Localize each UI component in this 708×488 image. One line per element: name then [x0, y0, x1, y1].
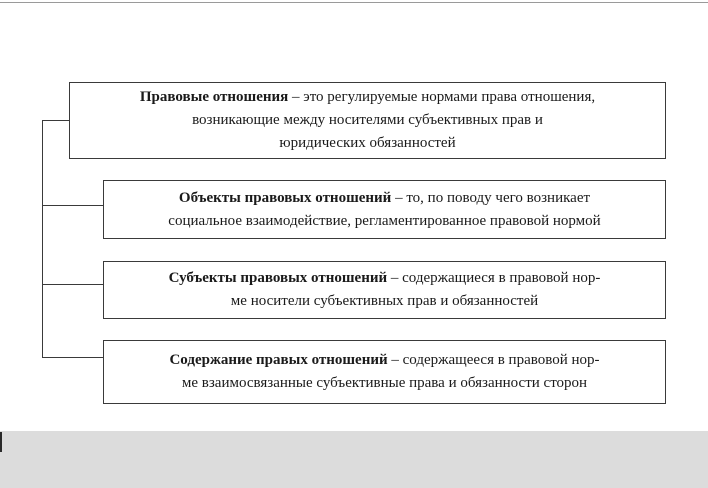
root-line-1: – это регулируемые нормами права отношения,	[288, 89, 596, 105]
connector-to-subjects	[42, 284, 104, 285]
connector-to-objects	[42, 205, 104, 206]
objects-line-1: – то, по поводу чего возникает	[391, 189, 591, 206]
subjects-line-2: ме носители субъективных прав и обязанностей	[230, 293, 539, 309]
top-rule	[0, 2, 708, 3]
footer-band	[0, 431, 708, 488]
subjects-term: Субъекты правовых отношений	[168, 270, 388, 286]
subjects-box	[103, 261, 666, 319]
footer-mark	[0, 432, 2, 452]
subjects-line-1: – содержащиеся в правовой нор-	[387, 270, 601, 286]
root-term: Правовые отношения	[139, 89, 289, 105]
objects-line-2: социальное взаимодействие, регламентированное правовой нормой	[168, 212, 601, 229]
content-term: Содержание правых отношений	[169, 352, 388, 368]
connector-to-root	[42, 120, 70, 121]
objects-term: Объекты правовых отношений	[178, 189, 392, 206]
content-box	[103, 340, 666, 404]
connector-trunk	[42, 120, 43, 358]
content-line-1: – содержащееся в правовой нор-	[387, 352, 600, 368]
connector-to-content	[42, 357, 104, 358]
root-definition-box	[69, 82, 666, 159]
content-line-2: ме взаимосвязанные субъективные права и обязанности сторон	[181, 375, 588, 391]
objects-box	[103, 180, 666, 239]
root-line-3: юридических обязанностей	[279, 135, 456, 151]
root-line-2: возникающие между носителями субъективных прав и	[192, 112, 543, 128]
